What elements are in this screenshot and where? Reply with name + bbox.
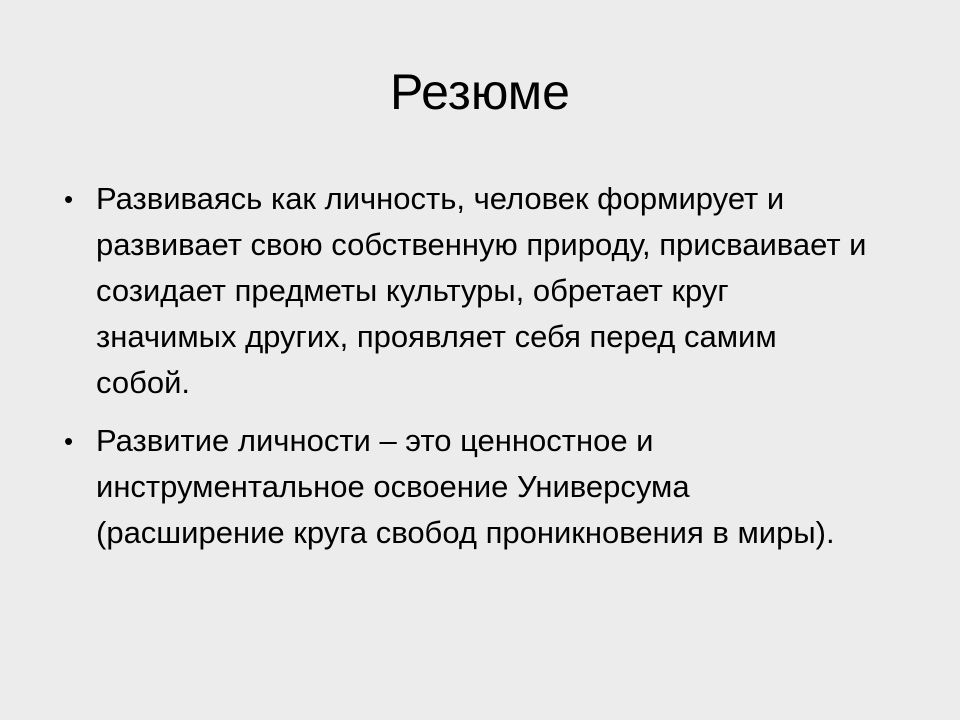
bullet-marker: • xyxy=(64,426,74,456)
slide-title: Резюме xyxy=(390,64,570,120)
bullet-marker: • xyxy=(64,184,74,214)
bullet-item xyxy=(56,418,876,556)
bullet-text: Развиваясь как личность, человек формирует и развивает свою собственную природу, присваивает и созидает предметы культуры, обретает круг значимых других, проявляет себя перед самим собой. xyxy=(96,181,867,400)
bullet-item xyxy=(56,176,876,406)
bullet-list xyxy=(56,176,876,568)
bullet-text: Развитие личности – это ценностное и инструментальное освоение Универсума (расширение круга свобод проникновения в миры). xyxy=(96,423,835,550)
